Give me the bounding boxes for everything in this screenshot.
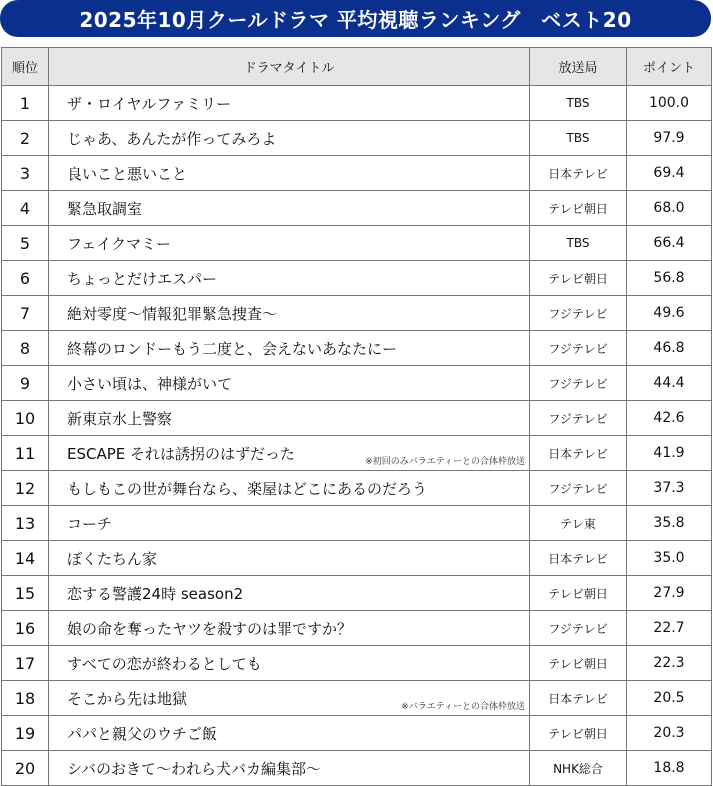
rank-cell: 17 [2, 646, 49, 681]
column-header-point: ポイント [627, 48, 712, 86]
title-cell [49, 751, 530, 786]
station-cell: フジテレビ [530, 471, 627, 506]
rank-cell: 16 [2, 611, 49, 646]
title-cell [49, 611, 530, 646]
station-cell: テレビ朝日 [530, 716, 627, 751]
column-header-title: ドラマタイトル [49, 48, 530, 86]
rank-cell: 3 [2, 156, 49, 191]
drama-title: 緊急取調室 [67, 199, 143, 218]
drama-title: フェイクマミー [67, 234, 171, 253]
table-row [2, 366, 712, 401]
rank-cell: 9 [2, 366, 49, 401]
point-cell: 22.3 [627, 646, 712, 681]
rank-cell: 18 [2, 681, 49, 716]
station-cell: フジテレビ [530, 401, 627, 436]
station-cell: テレビ朝日 [530, 191, 627, 226]
drama-title: 恋する警護24時 season2 [67, 584, 244, 603]
rank-cell: 4 [2, 191, 49, 226]
title-cell [49, 681, 530, 716]
column-header-rank: 順位 [2, 48, 49, 86]
table-body [2, 86, 712, 786]
rank-cell: 8 [2, 331, 49, 366]
point-cell: 27.9 [627, 576, 712, 611]
point-cell: 42.6 [627, 401, 712, 436]
table-row [2, 471, 712, 506]
station-cell: TBS [530, 226, 627, 261]
point-cell: 22.7 [627, 611, 712, 646]
rank-cell: 12 [2, 471, 49, 506]
table-row [2, 226, 712, 261]
drama-title: 新東京水上警察 [67, 409, 173, 428]
station-cell: テレビ朝日 [530, 261, 627, 296]
title-cell [49, 296, 530, 331]
station-cell: TBS [530, 121, 627, 156]
table-row [2, 86, 712, 121]
drama-title: 娘の命を奪ったヤツを殺すのは罪ですか？ [67, 619, 353, 638]
title-cell [49, 506, 530, 541]
point-cell: 66.4 [627, 226, 712, 261]
table-row [2, 716, 712, 751]
drama-title: ぼくたちん家 [67, 549, 158, 568]
point-cell: 69.4 [627, 156, 712, 191]
table-row [2, 436, 712, 471]
station-cell: テレ東 [530, 506, 627, 541]
rank-cell: 19 [2, 716, 49, 751]
drama-title: 終幕のロンドーもう二度と、会えないあなたにー [67, 339, 398, 358]
table-row [2, 541, 712, 576]
title-cell [49, 121, 530, 156]
station-cell: フジテレビ [530, 331, 627, 366]
point-cell: 35.8 [627, 506, 712, 541]
title-cell [49, 646, 530, 681]
point-cell: 20.3 [627, 716, 712, 751]
point-cell: 18.8 [627, 751, 712, 786]
rank-cell: 7 [2, 296, 49, 331]
station-cell: フジテレビ [530, 611, 627, 646]
point-cell: 68.0 [627, 191, 712, 226]
drama-title: 良いこと悪いこと [67, 164, 188, 183]
station-cell: 日本テレビ [530, 436, 627, 471]
title-cell [49, 226, 530, 261]
title-cell [49, 401, 530, 436]
point-cell: 44.4 [627, 366, 712, 401]
point-cell: 37.3 [627, 471, 712, 506]
station-cell: フジテレビ [530, 296, 627, 331]
station-cell: テレビ朝日 [530, 646, 627, 681]
point-cell: 41.9 [627, 436, 712, 471]
drama-title: すべての恋が終わるとしても [67, 654, 262, 673]
point-cell: 49.6 [627, 296, 712, 331]
drama-title: 絶対零度～情報犯罪緊急捜査～ [67, 304, 278, 323]
rank-cell: 5 [2, 226, 49, 261]
rank-cell: 6 [2, 261, 49, 296]
title-cell [49, 436, 530, 471]
ranking-table [1, 47, 712, 786]
broadcast-note: ※初回のみバラエティーとの合体枠放送 [365, 457, 525, 467]
column-header-station: 放送局 [530, 48, 627, 86]
point-cell: 46.8 [627, 331, 712, 366]
title-cell [49, 576, 530, 611]
station-cell: 日本テレビ [530, 541, 627, 576]
rank-cell: 13 [2, 506, 49, 541]
drama-title: そこから先は地獄 [67, 689, 188, 708]
point-cell: 20.5 [627, 681, 712, 716]
table-row [2, 156, 712, 191]
table-row [2, 751, 712, 786]
rank-cell: 2 [2, 121, 49, 156]
point-cell: 100.0 [627, 86, 712, 121]
table-row [2, 681, 712, 716]
station-cell: TBS [530, 86, 627, 121]
table-row [2, 506, 712, 541]
rank-cell: 15 [2, 576, 49, 611]
point-cell: 35.0 [627, 541, 712, 576]
table-row [2, 401, 712, 436]
drama-title: コーチ [67, 514, 113, 533]
rank-cell: 14 [2, 541, 49, 576]
drama-title: 小さい頃は、神様がいて [67, 374, 233, 393]
table-header-row [2, 48, 712, 86]
broadcast-note: ※バラエティーとの合体枠放送 [401, 702, 525, 712]
drama-title: ちょっとだけエスパー [67, 269, 218, 288]
rank-cell: 10 [2, 401, 49, 436]
station-cell: 日本テレビ [530, 156, 627, 191]
title-banner [0, 0, 711, 37]
title-cell [49, 716, 530, 751]
page-title: 2025年10月クールドラマ 平均視聴ランキング ベスト20 [79, 8, 632, 32]
table-row [2, 611, 712, 646]
station-cell: テレビ朝日 [530, 576, 627, 611]
title-cell [49, 191, 530, 226]
title-cell [49, 261, 530, 296]
title-cell [49, 156, 530, 191]
drama-title: じゃあ、あんたが作ってみろよ [67, 129, 277, 148]
table-row [2, 121, 712, 156]
title-cell [49, 331, 530, 366]
rank-cell: 11 [2, 436, 49, 471]
table-row [2, 331, 712, 366]
rank-cell: 20 [2, 751, 49, 786]
title-cell [49, 86, 530, 121]
station-cell: 日本テレビ [530, 681, 627, 716]
title-cell [49, 471, 530, 506]
drama-title: もしもこの世が舞台なら、楽屋はどこにあるのだろう [67, 479, 428, 498]
table-row [2, 261, 712, 296]
table-row [2, 296, 712, 331]
point-cell: 56.8 [627, 261, 712, 296]
rank-cell: 1 [2, 86, 49, 121]
drama-title: パパと親父のウチご飯 [67, 724, 218, 743]
drama-title: ESCAPE それは誘拐のはずだった [67, 444, 296, 463]
point-cell: 97.9 [627, 121, 712, 156]
table-row [2, 646, 712, 681]
title-cell [49, 541, 530, 576]
drama-title: ザ・ロイヤルファミリー [67, 94, 232, 113]
title-cell [49, 366, 530, 401]
drama-title: シバのおきて～われら犬バカ編集部～ [67, 759, 321, 778]
table-row [2, 191, 712, 226]
table-row [2, 576, 712, 611]
station-cell: フジテレビ [530, 366, 627, 401]
station-cell: NHK総合 [530, 751, 627, 786]
